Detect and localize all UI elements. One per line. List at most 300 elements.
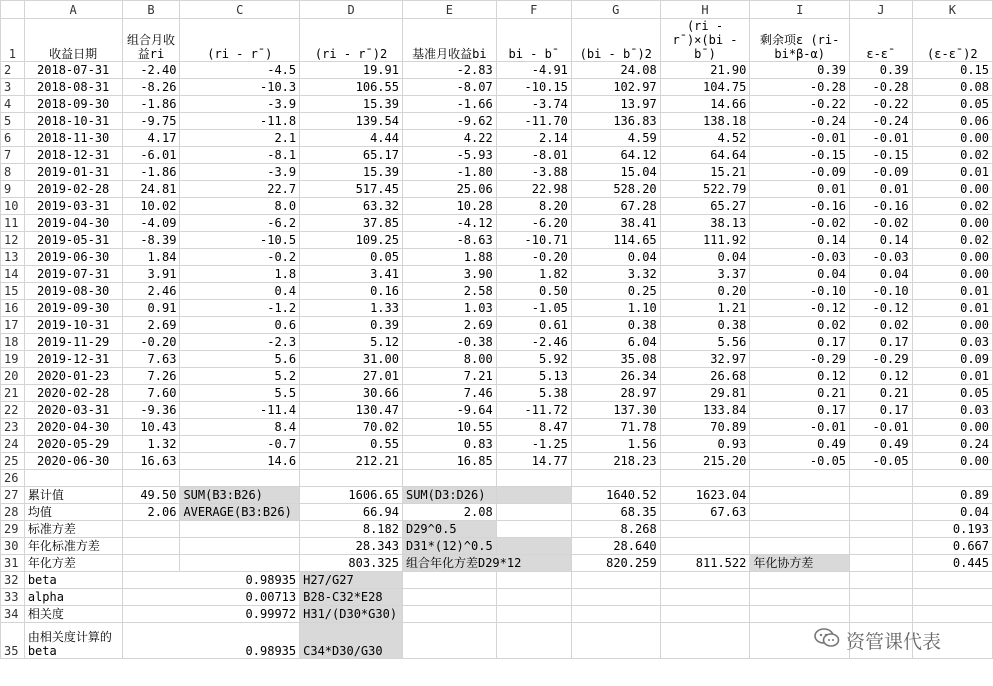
cross-product-cell[interactable]: 70.89 [660, 419, 750, 436]
sum-label[interactable]: 累计值 [24, 487, 122, 504]
cross-product-cell[interactable]: 65.27 [660, 198, 750, 215]
date-cell[interactable]: 2020-04-30 [24, 419, 122, 436]
benchmark-return-cell[interactable]: 8.00 [402, 351, 496, 368]
residual-deviation-cell[interactable]: -0.28 [850, 79, 913, 96]
alpha-label[interactable]: alpha [24, 589, 122, 606]
row-number[interactable]: 35 [1, 623, 25, 659]
row-number[interactable]: 12 [1, 232, 25, 249]
row-number[interactable]: 23 [1, 419, 25, 436]
r-deviation-squared-cell[interactable]: 0.05 [300, 249, 403, 266]
residual-deviation-cell[interactable]: -0.01 [850, 419, 913, 436]
benchmark-return-cell[interactable]: 25.06 [402, 181, 496, 198]
residual-cell[interactable]: -0.02 [750, 215, 850, 232]
b-deviation-squared-cell[interactable]: 4.59 [571, 130, 660, 147]
portfolio-return-cell[interactable]: -1.86 [122, 96, 180, 113]
column-header-c[interactable]: C [180, 1, 300, 19]
b-deviation-cell[interactable]: -3.74 [496, 96, 571, 113]
residual-cell[interactable]: -0.16 [750, 198, 850, 215]
portfolio-return-cell[interactable]: 24.81 [122, 181, 180, 198]
row-number[interactable]: 16 [1, 300, 25, 317]
benchmark-return-cell[interactable]: 2.58 [402, 283, 496, 300]
cross-product-cell[interactable]: 38.13 [660, 215, 750, 232]
residual-deviation-squared-cell[interactable]: 0.08 [912, 79, 992, 96]
residual-deviation-cell[interactable]: 0.01 [850, 181, 913, 198]
r-deviation-cell[interactable]: 14.6 [180, 453, 300, 470]
correlation-value[interactable]: 0.99972 [122, 606, 300, 623]
date-cell[interactable]: 2019-08-30 [24, 283, 122, 300]
sum-b[interactable]: 49.50 [122, 487, 180, 504]
residual-deviation-squared-cell[interactable]: 0.00 [912, 317, 992, 334]
column-header-d[interactable]: D [300, 1, 403, 19]
residual-deviation-cell[interactable]: 0.49 [850, 436, 913, 453]
b-deviation-squared-cell[interactable]: 6.04 [571, 334, 660, 351]
date-cell[interactable]: 2020-01-23 [24, 368, 122, 385]
r-deviation-squared-cell[interactable]: 30.66 [300, 385, 403, 402]
annualized-std-formula-note[interactable]: D31*(12)^0.5 [402, 538, 496, 555]
beta-from-correlation-label[interactable]: 由相关度计算的beta [24, 623, 122, 659]
r-deviation-cell[interactable]: -0.2 [180, 249, 300, 266]
row-number[interactable]: 3 [1, 79, 25, 96]
b-deviation-cell[interactable]: 8.47 [496, 419, 571, 436]
benchmark-return-cell[interactable]: -1.80 [402, 164, 496, 181]
residual-deviation-cell[interactable]: 0.02 [850, 317, 913, 334]
column-header-i[interactable]: I [750, 1, 850, 19]
b-deviation-cell[interactable]: -0.20 [496, 249, 571, 266]
residual-cell[interactable]: 0.12 [750, 368, 850, 385]
beta-value[interactable]: 0.98935 [122, 572, 300, 589]
residual-deviation-squared-cell[interactable]: 0.09 [912, 351, 992, 368]
cross-product-cell[interactable]: 21.90 [660, 62, 750, 79]
column-header-a[interactable]: A [24, 1, 122, 19]
date-cell[interactable]: 2019-11-29 [24, 334, 122, 351]
r-deviation-cell[interactable]: -6.2 [180, 215, 300, 232]
b-deviation-cell[interactable]: 5.92 [496, 351, 571, 368]
b-deviation-squared-cell[interactable]: 102.97 [571, 79, 660, 96]
cross-product-cell[interactable]: 111.92 [660, 232, 750, 249]
benchmark-return-cell[interactable]: 7.21 [402, 368, 496, 385]
r-deviation-squared-cell[interactable]: 27.01 [300, 368, 403, 385]
residual-deviation-squared-cell[interactable]: 0.03 [912, 334, 992, 351]
r-deviation-cell[interactable]: -2.3 [180, 334, 300, 351]
date-cell[interactable]: 2019-12-31 [24, 351, 122, 368]
residual-deviation-squared-cell[interactable]: 0.02 [912, 147, 992, 164]
residual-deviation-cell[interactable]: 0.17 [850, 402, 913, 419]
portfolio-return-cell[interactable]: -0.20 [122, 334, 180, 351]
annualized-variance-label[interactable]: 年化方差 [24, 555, 122, 572]
date-cell[interactable]: 2019-10-31 [24, 317, 122, 334]
residual-cell[interactable]: 0.17 [750, 402, 850, 419]
benchmark-return-cell[interactable]: 3.90 [402, 266, 496, 283]
mean-g[interactable]: 68.35 [571, 504, 660, 521]
row-number[interactable]: 2 [1, 62, 25, 79]
annualized-std-d[interactable]: 28.343 [300, 538, 403, 555]
mean-b[interactable]: 2.06 [122, 504, 180, 521]
residual-cell[interactable]: 0.04 [750, 266, 850, 283]
r-deviation-cell[interactable]: 22.7 [180, 181, 300, 198]
date-cell[interactable]: 2019-07-31 [24, 266, 122, 283]
residual-cell[interactable]: -0.10 [750, 283, 850, 300]
column-header-j[interactable]: J [850, 1, 913, 19]
annualized-variance-k[interactable]: 0.445 [912, 555, 992, 572]
b-deviation-cell[interactable]: 14.77 [496, 453, 571, 470]
residual-deviation-squared-cell[interactable]: 0.00 [912, 419, 992, 436]
r-deviation-squared-cell[interactable]: 70.02 [300, 419, 403, 436]
row-number[interactable]: 10 [1, 198, 25, 215]
benchmark-return-cell[interactable]: 0.83 [402, 436, 496, 453]
residual-deviation-squared-cell[interactable]: 0.02 [912, 232, 992, 249]
r-deviation-squared-cell[interactable]: 517.45 [300, 181, 403, 198]
r-deviation-cell[interactable]: 0.6 [180, 317, 300, 334]
r-deviation-squared-cell[interactable]: 130.47 [300, 402, 403, 419]
residual-deviation-squared-cell[interactable]: 0.01 [912, 164, 992, 181]
r-deviation-cell[interactable]: -3.9 [180, 164, 300, 181]
benchmark-return-cell[interactable]: -8.07 [402, 79, 496, 96]
r-deviation-squared-cell[interactable]: 0.16 [300, 283, 403, 300]
column-header-f[interactable]: F [496, 1, 571, 19]
r-deviation-cell[interactable]: -0.7 [180, 436, 300, 453]
residual-deviation-cell[interactable]: 0.14 [850, 232, 913, 249]
date-cell[interactable]: 2018-09-30 [24, 96, 122, 113]
residual-deviation-squared-cell[interactable]: 0.05 [912, 385, 992, 402]
residual-deviation-cell[interactable]: -0.16 [850, 198, 913, 215]
b-deviation-cell[interactable]: -1.05 [496, 300, 571, 317]
std-d[interactable]: 8.182 [300, 521, 403, 538]
b-deviation-cell[interactable]: -3.88 [496, 164, 571, 181]
r-deviation-squared-cell[interactable]: 65.17 [300, 147, 403, 164]
row-number[interactable]: 18 [1, 334, 25, 351]
residual-cell[interactable]: -0.12 [750, 300, 850, 317]
beta-from-correlation-formula-note[interactable]: C34*D30/G30 [300, 623, 403, 659]
b-deviation-squared-cell[interactable]: 136.83 [571, 113, 660, 130]
column-header-b[interactable]: B [122, 1, 180, 19]
date-cell[interactable]: 2020-02-28 [24, 385, 122, 402]
residual-deviation-cell[interactable]: -0.12 [850, 300, 913, 317]
b-deviation-cell[interactable]: 0.50 [496, 283, 571, 300]
column-header-g[interactable]: G [571, 1, 660, 19]
residual-cell[interactable]: 0.14 [750, 232, 850, 249]
b-deviation-squared-cell[interactable]: 218.23 [571, 453, 660, 470]
residual-deviation-cell[interactable]: -0.15 [850, 147, 913, 164]
residual-deviation-squared-cell[interactable]: 0.15 [912, 62, 992, 79]
b-deviation-cell[interactable]: -11.70 [496, 113, 571, 130]
residual-deviation-squared-cell[interactable]: 0.00 [912, 453, 992, 470]
r-deviation-cell[interactable]: -10.3 [180, 79, 300, 96]
benchmark-return-cell[interactable]: 16.85 [402, 453, 496, 470]
benchmark-return-cell[interactable]: -2.83 [402, 62, 496, 79]
cross-product-cell[interactable]: 133.84 [660, 402, 750, 419]
residual-cell[interactable]: 0.49 [750, 436, 850, 453]
annualized-variance-h[interactable]: 811.522 [660, 555, 750, 572]
portfolio-return-cell[interactable]: 7.26 [122, 368, 180, 385]
b-deviation-cell[interactable]: -11.72 [496, 402, 571, 419]
alpha-value[interactable]: 0.00713 [122, 589, 300, 606]
portfolio-return-cell[interactable]: 10.02 [122, 198, 180, 215]
date-cell[interactable]: 2018-12-31 [24, 147, 122, 164]
benchmark-return-cell[interactable]: -5.93 [402, 147, 496, 164]
residual-deviation-squared-cell[interactable]: 0.00 [912, 249, 992, 266]
residual-deviation-squared-cell[interactable]: 0.00 [912, 215, 992, 232]
r-deviation-squared-cell[interactable]: 1.33 [300, 300, 403, 317]
row-number[interactable]: 19 [1, 351, 25, 368]
sum-g[interactable]: 1640.52 [571, 487, 660, 504]
mean-d[interactable]: 66.94 [300, 504, 403, 521]
r-deviation-cell[interactable]: 5.6 [180, 351, 300, 368]
residual-deviation-cell[interactable]: 0.21 [850, 385, 913, 402]
row-number[interactable]: 33 [1, 589, 25, 606]
row-number[interactable]: 11 [1, 215, 25, 232]
benchmark-return-cell[interactable]: -9.62 [402, 113, 496, 130]
annualized-std-label[interactable]: 年化标准方差 [24, 538, 122, 555]
row-number[interactable]: 34 [1, 606, 25, 623]
header-b-deviation[interactable]: bi - b¯ [496, 19, 571, 62]
residual-deviation-squared-cell[interactable]: 0.03 [912, 402, 992, 419]
residual-deviation-squared-cell[interactable]: 0.00 [912, 266, 992, 283]
portfolio-return-cell[interactable]: 1.84 [122, 249, 180, 266]
row-number[interactable]: 30 [1, 538, 25, 555]
portfolio-return-cell[interactable]: 16.63 [122, 453, 180, 470]
sum-d[interactable]: 1606.65 [300, 487, 403, 504]
annualized-std-g[interactable]: 28.640 [571, 538, 660, 555]
residual-deviation-cell[interactable]: -0.05 [850, 453, 913, 470]
date-cell[interactable]: 2019-05-31 [24, 232, 122, 249]
portfolio-return-cell[interactable]: 2.46 [122, 283, 180, 300]
residual-cell[interactable]: 0.01 [750, 181, 850, 198]
row-number[interactable]: 13 [1, 249, 25, 266]
header-benchmark-return[interactable]: 基准月收益bi [402, 19, 496, 62]
r-deviation-squared-cell[interactable]: 5.12 [300, 334, 403, 351]
mean-formula-note[interactable]: AVERAGE(B3:B26) [180, 504, 300, 521]
b-deviation-squared-cell[interactable]: 28.97 [571, 385, 660, 402]
cross-product-cell[interactable]: 29.81 [660, 385, 750, 402]
std-label[interactable]: 标准方差 [24, 521, 122, 538]
date-cell[interactable]: 2020-05-29 [24, 436, 122, 453]
b-deviation-squared-cell[interactable]: 38.41 [571, 215, 660, 232]
portfolio-return-cell[interactable]: -8.26 [122, 79, 180, 96]
b-deviation-cell[interactable]: -2.46 [496, 334, 571, 351]
benchmark-return-cell[interactable]: 7.46 [402, 385, 496, 402]
residual-cell[interactable]: 0.17 [750, 334, 850, 351]
sum-d-formula-note[interactable]: SUM(D3:D26) [402, 487, 496, 504]
residual-deviation-squared-cell[interactable]: 0.01 [912, 300, 992, 317]
row-number[interactable]: 29 [1, 521, 25, 538]
r-deviation-squared-cell[interactable]: 109.25 [300, 232, 403, 249]
residual-deviation-cell[interactable]: -0.02 [850, 215, 913, 232]
date-cell[interactable]: 2019-03-31 [24, 198, 122, 215]
beta-label[interactable]: beta [24, 572, 122, 589]
date-cell[interactable]: 2019-09-30 [24, 300, 122, 317]
benchmark-return-cell[interactable]: -8.63 [402, 232, 496, 249]
cross-product-cell[interactable]: 104.75 [660, 79, 750, 96]
b-deviation-cell[interactable]: 22.98 [496, 181, 571, 198]
portfolio-return-cell[interactable]: 2.69 [122, 317, 180, 334]
b-deviation-cell[interactable]: -8.01 [496, 147, 571, 164]
cross-product-cell[interactable]: 5.56 [660, 334, 750, 351]
b-deviation-squared-cell[interactable]: 3.32 [571, 266, 660, 283]
mean-e[interactable]: 2.08 [402, 504, 496, 521]
date-cell[interactable]: 2019-02-28 [24, 181, 122, 198]
date-cell[interactable]: 2020-03-31 [24, 402, 122, 419]
residual-deviation-squared-cell[interactable]: 0.05 [912, 96, 992, 113]
annualized-covariance-label[interactable]: 年化协方差 [750, 555, 850, 572]
residual-cell[interactable]: -0.05 [750, 453, 850, 470]
portfolio-return-cell[interactable]: 1.32 [122, 436, 180, 453]
b-deviation-cell[interactable]: 0.61 [496, 317, 571, 334]
annualized-variance-d[interactable]: 803.325 [300, 555, 403, 572]
row-number[interactable]: 32 [1, 572, 25, 589]
header-portfolio-return[interactable]: 组合月收益ri [122, 19, 180, 62]
r-deviation-cell[interactable]: -11.4 [180, 402, 300, 419]
row-number[interactable]: 15 [1, 283, 25, 300]
annualized-variance-formula-note[interactable]: 组合年化方差D29*12 [402, 555, 571, 572]
cross-product-cell[interactable]: 0.93 [660, 436, 750, 453]
b-deviation-cell[interactable]: 2.14 [496, 130, 571, 147]
residual-deviation-cell[interactable]: -0.24 [850, 113, 913, 130]
cross-product-cell[interactable]: 26.68 [660, 368, 750, 385]
r-deviation-cell[interactable]: 8.4 [180, 419, 300, 436]
residual-cell[interactable]: -0.29 [750, 351, 850, 368]
annualized-std-k[interactable]: 0.667 [912, 538, 992, 555]
row-number[interactable]: 9 [1, 181, 25, 198]
r-deviation-cell[interactable]: 0.4 [180, 283, 300, 300]
benchmark-return-cell[interactable]: 10.28 [402, 198, 496, 215]
date-cell[interactable]: 2019-01-31 [24, 164, 122, 181]
residual-cell[interactable]: -0.15 [750, 147, 850, 164]
mean-label[interactable]: 均值 [24, 504, 122, 521]
row-number[interactable]: 26 [1, 470, 25, 487]
column-header-k[interactable]: K [912, 1, 992, 19]
r-deviation-cell[interactable]: -8.1 [180, 147, 300, 164]
header-residual-deviation[interactable]: ε-ε¯ [850, 19, 913, 62]
b-deviation-squared-cell[interactable]: 1.56 [571, 436, 660, 453]
residual-deviation-cell[interactable]: -0.22 [850, 96, 913, 113]
residual-cell[interactable]: -0.03 [750, 249, 850, 266]
mean-k[interactable]: 0.04 [912, 504, 992, 521]
portfolio-return-cell[interactable]: 7.63 [122, 351, 180, 368]
b-deviation-squared-cell[interactable]: 26.34 [571, 368, 660, 385]
benchmark-return-cell[interactable]: 10.55 [402, 419, 496, 436]
residual-cell[interactable]: 0.02 [750, 317, 850, 334]
r-deviation-squared-cell[interactable]: 3.41 [300, 266, 403, 283]
r-deviation-squared-cell[interactable]: 0.39 [300, 317, 403, 334]
row-number[interactable]: 31 [1, 555, 25, 572]
b-deviation-squared-cell[interactable]: 1.10 [571, 300, 660, 317]
portfolio-return-cell[interactable]: 7.60 [122, 385, 180, 402]
residual-deviation-cell[interactable]: -0.29 [850, 351, 913, 368]
row-number[interactable]: 5 [1, 113, 25, 130]
std-g[interactable]: 8.268 [571, 521, 660, 538]
b-deviation-squared-cell[interactable]: 0.25 [571, 283, 660, 300]
column-header-e[interactable]: E [402, 1, 496, 19]
r-deviation-squared-cell[interactable]: 31.00 [300, 351, 403, 368]
b-deviation-squared-cell[interactable]: 15.04 [571, 164, 660, 181]
residual-deviation-cell[interactable]: -0.10 [850, 283, 913, 300]
b-deviation-squared-cell[interactable]: 71.78 [571, 419, 660, 436]
row-number[interactable]: 21 [1, 385, 25, 402]
b-deviation-cell[interactable]: -1.25 [496, 436, 571, 453]
cross-product-cell[interactable]: 0.20 [660, 283, 750, 300]
header-residual[interactable]: 剩余项ε (ri-bi*β-α) [750, 19, 850, 62]
benchmark-return-cell[interactable]: 1.88 [402, 249, 496, 266]
residual-deviation-squared-cell[interactable]: 0.02 [912, 198, 992, 215]
portfolio-return-cell[interactable]: 0.91 [122, 300, 180, 317]
r-deviation-squared-cell[interactable]: 212.21 [300, 453, 403, 470]
header-r-deviation-squared[interactable]: (ri - r¯)2 [300, 19, 403, 62]
date-cell[interactable]: 2018-08-31 [24, 79, 122, 96]
row-number[interactable]: 20 [1, 368, 25, 385]
residual-deviation-cell[interactable]: 0.12 [850, 368, 913, 385]
date-cell[interactable]: 2018-07-31 [24, 62, 122, 79]
residual-cell[interactable]: -0.01 [750, 419, 850, 436]
row-number[interactable]: 4 [1, 96, 25, 113]
b-deviation-cell[interactable]: -10.15 [496, 79, 571, 96]
row-number[interactable]: 27 [1, 487, 25, 504]
header-date[interactable]: 收益日期 [24, 19, 122, 62]
cross-product-cell[interactable]: 14.66 [660, 96, 750, 113]
residual-deviation-cell[interactable]: 0.17 [850, 334, 913, 351]
cross-product-cell[interactable]: 3.37 [660, 266, 750, 283]
row-number[interactable]: 25 [1, 453, 25, 470]
b-deviation-cell[interactable]: 5.13 [496, 368, 571, 385]
header-cross-product[interactable]: (ri - r¯)×(bi - b¯) [660, 19, 750, 62]
correlation-formula-note[interactable]: H31/(D30*G30) [300, 606, 403, 623]
benchmark-return-cell[interactable]: -4.12 [402, 215, 496, 232]
residual-deviation-squared-cell[interactable]: 0.01 [912, 368, 992, 385]
benchmark-return-cell[interactable]: -9.64 [402, 402, 496, 419]
b-deviation-squared-cell[interactable]: 24.08 [571, 62, 660, 79]
beta-formula-note[interactable]: H27/G27 [300, 572, 403, 589]
r-deviation-cell[interactable]: 8.0 [180, 198, 300, 215]
cross-product-cell[interactable]: 4.52 [660, 130, 750, 147]
residual-deviation-cell[interactable]: -0.01 [850, 130, 913, 147]
date-cell[interactable]: 2020-06-30 [24, 453, 122, 470]
residual-deviation-squared-cell[interactable]: 0.00 [912, 130, 992, 147]
row-number[interactable]: 14 [1, 266, 25, 283]
b-deviation-squared-cell[interactable]: 114.65 [571, 232, 660, 249]
header-r-deviation[interactable]: (ri - r¯) [180, 19, 300, 62]
cross-product-cell[interactable]: 1.21 [660, 300, 750, 317]
b-deviation-squared-cell[interactable]: 35.08 [571, 351, 660, 368]
residual-deviation-cell[interactable]: -0.09 [850, 164, 913, 181]
benchmark-return-cell[interactable]: 4.22 [402, 130, 496, 147]
b-deviation-squared-cell[interactable]: 528.20 [571, 181, 660, 198]
row-number[interactable]: 8 [1, 164, 25, 181]
portfolio-return-cell[interactable]: -6.01 [122, 147, 180, 164]
b-deviation-cell[interactable]: -10.71 [496, 232, 571, 249]
portfolio-return-cell[interactable]: -2.40 [122, 62, 180, 79]
cross-product-cell[interactable]: 0.38 [660, 317, 750, 334]
r-deviation-squared-cell[interactable]: 139.54 [300, 113, 403, 130]
sum-h[interactable]: 1623.04 [660, 487, 750, 504]
r-deviation-squared-cell[interactable]: 15.39 [300, 164, 403, 181]
residual-deviation-squared-cell[interactable]: 0.01 [912, 283, 992, 300]
residual-deviation-squared-cell[interactable]: 0.00 [912, 181, 992, 198]
benchmark-return-cell[interactable]: -0.38 [402, 334, 496, 351]
correlation-label[interactable]: 相关度 [24, 606, 122, 623]
cross-product-cell[interactable]: 215.20 [660, 453, 750, 470]
mean-h[interactable]: 67.63 [660, 504, 750, 521]
r-deviation-squared-cell[interactable]: 63.32 [300, 198, 403, 215]
date-cell[interactable]: 2019-06-30 [24, 249, 122, 266]
b-deviation-squared-cell[interactable]: 0.04 [571, 249, 660, 266]
r-deviation-cell[interactable]: 2.1 [180, 130, 300, 147]
cross-product-cell[interactable]: 522.79 [660, 181, 750, 198]
corner-cell[interactable] [1, 1, 25, 19]
benchmark-return-cell[interactable]: 1.03 [402, 300, 496, 317]
std-k[interactable]: 0.193 [912, 521, 992, 538]
benchmark-return-cell[interactable]: -1.66 [402, 96, 496, 113]
cross-product-cell[interactable]: 32.97 [660, 351, 750, 368]
portfolio-return-cell[interactable]: -1.86 [122, 164, 180, 181]
